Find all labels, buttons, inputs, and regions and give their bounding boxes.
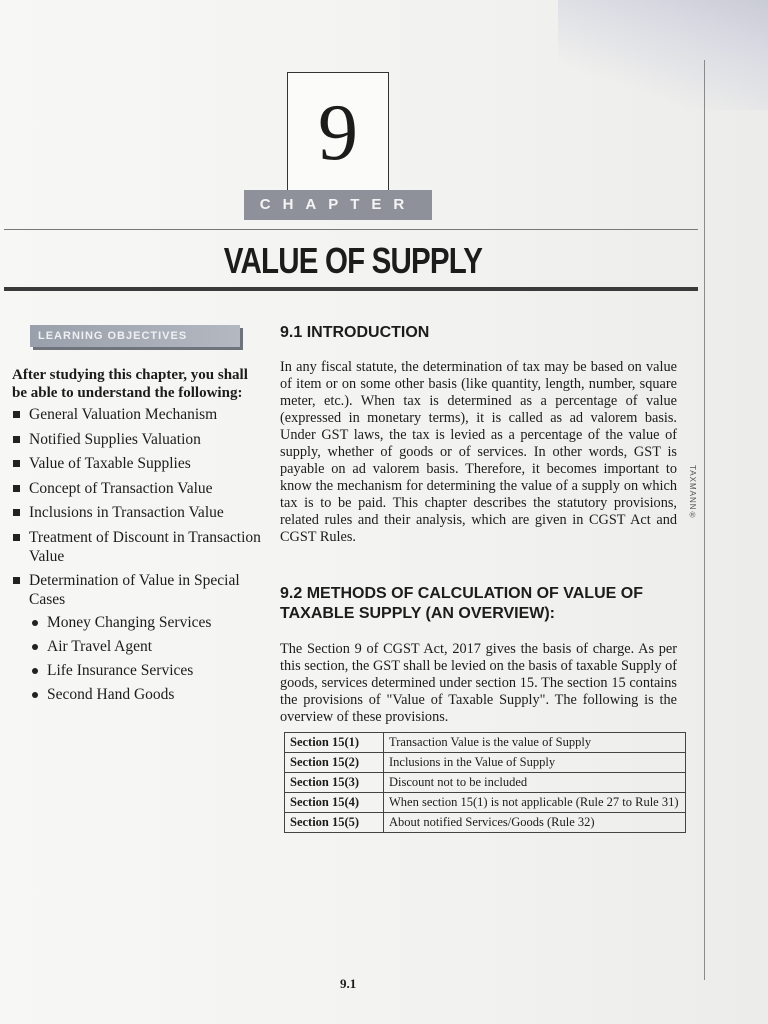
page-number: 9.1: [340, 976, 357, 991]
section-15-overview-table: [284, 732, 686, 833]
square-bullet-icon: [13, 509, 20, 516]
list-item-text: Treatment of Discount in Transaction Value: [29, 528, 261, 565]
table-row: [285, 793, 686, 813]
list-item-text: Notified Supplies Valuation: [29, 430, 201, 448]
table-row: [285, 813, 686, 833]
list-item: [12, 405, 267, 424]
section-heading-introduction: 9.1 INTRODUCTION: [280, 324, 430, 341]
table-cell-description: About notified Services/Goods (Rule 32): [384, 813, 686, 833]
section-heading-methods: 9.2 METHODS OF CALCULATION OF VALUE OF TAXABLE SUPPLY (AN OVERVIEW):: [280, 585, 643, 622]
table-cell-section: Section 15(2): [285, 753, 384, 773]
round-bullet-icon: [32, 644, 38, 650]
square-bullet-icon: [13, 411, 20, 418]
round-bullet-icon: [32, 692, 38, 698]
table-cell-description: When section 15(1) is not applicable (Rule 27 to Rule 31): [384, 793, 686, 813]
sub-list-item-text: Second Hand Goods: [47, 686, 175, 703]
list-item: [12, 479, 267, 498]
square-bullet-icon: [13, 485, 20, 492]
table-cell-description: Transaction Value is the value of Supply: [384, 733, 686, 753]
page-corner-shadow: [558, 0, 768, 110]
square-bullet-icon: [13, 460, 20, 467]
chapter-number-box: [287, 72, 389, 199]
methods-paragraph: The Section 9 of CGST Act, 2017 gives the basis of charge. As per this section, the GST shall be levied on the basis of taxable Supply of goods, services determined under section 15. The section 15 contains the provisions of "Value of Taxable Supply". The following is the overview of these provisions.: [280, 641, 677, 725]
sub-list-item: [29, 613, 267, 632]
sub-list-item-text: Air Travel Agent: [47, 638, 153, 655]
special-cases-list: [29, 613, 267, 704]
title-rule-bottom: [4, 287, 698, 291]
round-bullet-icon: [32, 668, 38, 674]
list-item-text: Concept of Transaction Value: [29, 479, 213, 497]
table-cell-section: Section 15(4): [285, 793, 384, 813]
square-bullet-icon: [13, 534, 20, 541]
sub-list-item: [29, 661, 267, 680]
square-bullet-icon: [13, 436, 20, 443]
list-item-text: Determination of Value in Special Cases: [29, 572, 240, 608]
sub-list-item-text: Life Insurance Services: [47, 662, 194, 679]
page-fold-line: [704, 60, 705, 980]
sub-list-item: [29, 685, 267, 704]
introduction-paragraph: In any fiscal statute, the determination of tax may be based on value of item or on some other basis (like quantity, length, number, square meter, etc.). When tax is determined as a percentage of value (expressed in monetary terms), it is called as ad valorem basis. Under GST laws, the tax is levied as a percentage of the value of supply, whether of goods or of services. In other words, GST is payable on ad valorem basis. Therefore, it becomes important to know the mechanism for determining the value of a supply on which tax is to be paid. This chapter describes the statutory provisions, related rules and their analysis, which are given in CGST Act and CGST Rules.: [280, 359, 677, 545]
title-rule-top: [4, 229, 698, 230]
sub-list-item: [29, 637, 267, 656]
square-bullet-icon: [13, 577, 20, 584]
list-item: [12, 503, 267, 522]
list-item-text: Value of Taxable Supplies: [29, 455, 191, 472]
table-cell-description: Discount not to be included: [384, 773, 686, 793]
list-item: [12, 430, 267, 449]
table-cell-description: Inclusions in the Value of Supply: [384, 753, 686, 773]
list-item: [12, 454, 267, 473]
learning-objectives-banner: LEARNING OBJECTIVES: [30, 325, 240, 347]
list-item-text: General Valuation Mechanism: [29, 406, 218, 423]
table-row: [285, 753, 686, 773]
table-cell-section: Section 15(1): [285, 733, 384, 753]
chapter-number: 9: [318, 89, 358, 177]
chapter-label: CHAPTER: [244, 190, 432, 220]
list-item: [12, 571, 267, 704]
table-row: [285, 733, 686, 753]
table-cell-section: Section 15(3): [285, 773, 384, 793]
learning-objectives-list: [12, 405, 267, 710]
learning-objectives-intro: After studying this chapter, you shall be able to understand the following:: [12, 367, 248, 401]
chapter-title: VALUE OF SUPPLY: [223, 240, 483, 281]
round-bullet-icon: [32, 620, 38, 626]
sub-list-item-text: Money Changing Services: [47, 614, 212, 631]
publisher-side-mark: TAXMANN®: [688, 465, 697, 521]
list-item: [12, 528, 267, 566]
list-item-text: Inclusions in Transaction Value: [29, 504, 224, 521]
table-cell-section: Section 15(5): [285, 813, 384, 833]
table-row: [285, 773, 686, 793]
